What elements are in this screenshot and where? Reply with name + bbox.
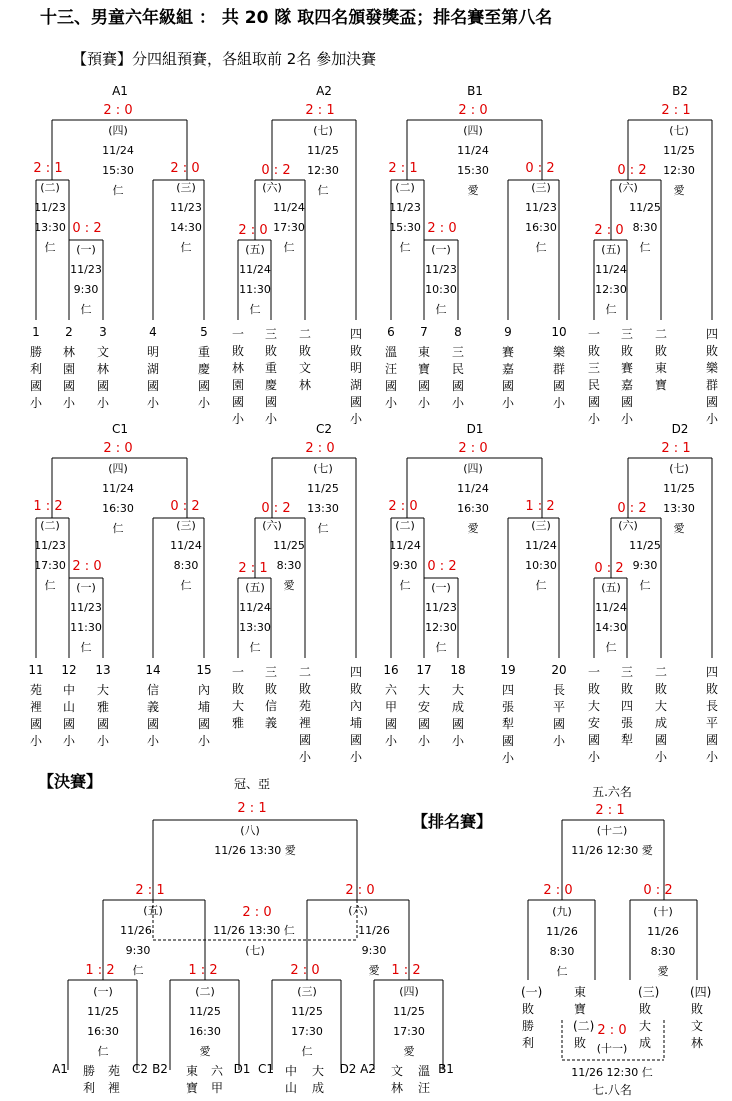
game-info: (六) <box>618 519 638 532</box>
game-info: (十一) <box>596 1042 628 1055</box>
team-number: 13 <box>95 663 111 677</box>
game-info: (三) <box>176 181 196 194</box>
match-score: 2 : 0 <box>597 1023 627 1038</box>
match-score: 2 : 0 <box>345 883 375 898</box>
game-info: (四) <box>108 124 128 137</box>
game-info: 12:30 <box>663 164 695 177</box>
team-name: (四)敗文林 <box>690 985 712 1050</box>
match-score: 2 : 0 <box>594 223 624 238</box>
team-name: 一敗大雅 <box>231 665 244 730</box>
game-info: (二) <box>195 985 215 998</box>
game-info: (五) <box>601 243 621 256</box>
game-info: (六) <box>618 181 638 194</box>
team-name: 苑裡 <box>107 1064 120 1095</box>
seed-label: C1 <box>257 1062 275 1076</box>
team-name: (一)敗勝利 <box>521 985 543 1050</box>
group-label: C1 <box>111 422 129 436</box>
match-score: 1 : 2 <box>33 499 63 514</box>
team-name: 信義國小 <box>146 683 159 748</box>
match-score: 0 : 2 <box>72 221 102 236</box>
group-label: B2 <box>672 84 688 98</box>
game-info: 11/23 <box>170 201 202 214</box>
game-info: 11/25 <box>663 144 695 157</box>
page-title: 十三、男童六年級組 ： 共 20 隊 取四名頒發獎盃；排名賽至第八名 <box>40 8 553 28</box>
game-info: (三) <box>176 519 196 532</box>
game-info: 11/24 <box>102 482 134 495</box>
game-info: 愛 <box>199 1045 211 1058</box>
team-name: 大雅國小 <box>96 683 109 748</box>
game-info: 仁 <box>535 579 547 592</box>
seed-label: A2 <box>360 1062 376 1076</box>
team-name: 內埔國小 <box>197 683 210 748</box>
game-info: 15:30 <box>389 221 421 234</box>
game-info: 11/24 <box>389 539 421 552</box>
match-score: 2 : 0 <box>242 905 272 920</box>
game-info: (四) <box>463 462 483 475</box>
seed-label: D2 <box>339 1062 357 1076</box>
match-score: 2 : 1 <box>237 801 267 816</box>
game-info: (五) <box>245 581 265 594</box>
game-info: (四) <box>463 124 483 137</box>
game-info: 9:30 <box>392 559 418 572</box>
match-score: 2 : 0 <box>238 223 268 238</box>
game-info: 仁 <box>112 522 124 535</box>
prelim-heading: 【預賽】分四組預賽，各組取前 2名 參加決賽 <box>72 50 377 68</box>
team-number: 1 <box>32 325 40 339</box>
seed-label: D1 <box>233 1062 251 1076</box>
game-info: 愛 <box>368 964 380 977</box>
game-info: 愛 <box>673 522 685 535</box>
team-name: 一敗林園國小 <box>231 327 244 426</box>
game-info: (七) <box>669 462 689 475</box>
game-info: 9:30 <box>125 944 151 957</box>
game-info: 11/26 <box>647 925 679 938</box>
game-info: 11/24 <box>273 201 305 214</box>
game-info: 11/24 <box>102 144 134 157</box>
game-info: (七) <box>313 462 333 475</box>
game-info: 愛 <box>403 1045 415 1058</box>
team-number: 12 <box>61 663 77 677</box>
game-info: (六) <box>262 181 282 194</box>
game-info: 8:30 <box>549 945 575 958</box>
team-name: 六甲 <box>210 1064 223 1095</box>
team-name: 東寶國小 <box>417 345 430 410</box>
group-label: A2 <box>316 84 332 98</box>
game-info: 14:30 <box>170 221 202 234</box>
group-label: D1 <box>466 422 484 436</box>
game-info: 8:30 <box>276 559 302 572</box>
team-number: 14 <box>145 663 161 677</box>
game-info: (五) <box>245 243 265 256</box>
game-info: (一) <box>76 581 96 594</box>
game-info: (六) <box>348 904 368 917</box>
team-name: 四敗樂群國小 <box>705 327 718 426</box>
game-info: 13:30 <box>663 502 695 515</box>
seed-label: B2 <box>152 1062 168 1076</box>
match-score: 2 : 0 <box>305 441 335 456</box>
seed-label: C2 <box>131 1062 149 1076</box>
game-info: 15:30 <box>457 164 489 177</box>
game-info: 仁 <box>132 964 144 977</box>
game-info: 11/24 <box>239 263 271 276</box>
game-info: 11/24 <box>525 539 557 552</box>
game-info: 仁 <box>317 522 329 535</box>
team-name: 大安國小 <box>417 683 430 748</box>
team-name: 一敗大安國小 <box>587 665 600 764</box>
match-score: 2 : 0 <box>103 441 133 456</box>
match-score: 0 : 2 <box>617 163 647 178</box>
match-score: 2 : 0 <box>170 161 200 176</box>
team-name: 林園國小 <box>62 345 75 410</box>
match-score: 1 : 2 <box>85 963 115 978</box>
game-info: 11/26 12:30 仁 <box>571 1066 653 1079</box>
game-info: 14:30 <box>595 621 627 634</box>
match-score: 2 : 1 <box>238 561 268 576</box>
team-name: 三民國小 <box>451 345 464 410</box>
game-info: 仁 <box>80 303 92 316</box>
game-info: 仁 <box>80 641 92 654</box>
game-info: 11/24 <box>595 601 627 614</box>
ranking-heading: 【排名賽】 <box>412 812 493 831</box>
team-name: 一敗三民國小 <box>587 327 600 426</box>
game-info: 11/23 <box>525 201 557 214</box>
match-score: 0 : 2 <box>643 883 673 898</box>
team-number: 8 <box>454 325 462 339</box>
game-info: 17:30 <box>34 559 66 572</box>
game-info: 愛 <box>467 522 479 535</box>
team-name: 賽嘉國小 <box>501 345 514 410</box>
team-name: 四敗長平國小 <box>705 665 718 764</box>
match-score: 2 : 1 <box>661 103 691 118</box>
final-heading: 【決賽】 <box>38 772 103 791</box>
game-info: 11/25 <box>273 539 305 552</box>
game-info: (二) <box>395 181 415 194</box>
match-score: 1 : 2 <box>391 963 421 978</box>
game-info: 仁 <box>639 241 651 254</box>
game-info: 11/25 <box>307 144 339 157</box>
game-info: 11/25 <box>291 1005 323 1018</box>
team-name: 東寶(二)敗 <box>573 985 595 1050</box>
team-number: 9 <box>504 325 512 339</box>
game-info: 9:30 <box>632 559 658 572</box>
team-name: 溫汪國小 <box>384 345 397 410</box>
match-score: 2 : 0 <box>290 963 320 978</box>
game-info: 16:30 <box>87 1025 119 1038</box>
group-label: C2 <box>315 422 333 436</box>
game-info: (七) <box>245 944 265 957</box>
team-name: 三敗信義 <box>264 665 277 730</box>
team-number: 18 <box>450 663 466 677</box>
game-info: (一) <box>76 243 96 256</box>
match-score: 2 : 0 <box>543 883 573 898</box>
match-score: 2 : 0 <box>103 103 133 118</box>
match-score: 0 : 2 <box>525 161 555 176</box>
game-info: (一) <box>431 243 451 256</box>
team-name: 四張犁國小 <box>501 683 514 765</box>
game-info: (十二) <box>596 824 628 837</box>
game-info: 仁 <box>399 579 411 592</box>
game-info: (五) <box>143 904 163 917</box>
game-info: 11/25 <box>629 539 661 552</box>
game-info: 仁 <box>180 241 192 254</box>
game-info: 仁 <box>556 965 568 978</box>
game-info: 仁 <box>435 303 447 316</box>
game-info: (八) <box>240 824 260 837</box>
game-info: 仁 <box>44 579 56 592</box>
team-name: 二敗苑裡國小 <box>298 665 311 764</box>
game-info: 11/23 <box>389 201 421 214</box>
game-info: (七) <box>669 124 689 137</box>
game-info: 16:30 <box>457 502 489 515</box>
game-info: (四) <box>399 985 419 998</box>
match-score: 0 : 2 <box>170 499 200 514</box>
game-info: 11/23 <box>425 601 457 614</box>
game-info: 愛 <box>657 965 669 978</box>
game-info: 11/26 <box>546 925 578 938</box>
game-info: 13:30 <box>34 221 66 234</box>
team-number: 20 <box>551 663 567 677</box>
game-info: 仁 <box>605 303 617 316</box>
match-score: 2 : 0 <box>458 441 488 456</box>
team-number: 11 <box>28 663 44 677</box>
game-info: 仁 <box>283 241 295 254</box>
game-info: 仁 <box>112 184 124 197</box>
game-info: 仁 <box>180 579 192 592</box>
match-score: 0 : 2 <box>427 559 457 574</box>
match-score: 0 : 2 <box>617 501 647 516</box>
game-info: (五) <box>601 581 621 594</box>
game-info: 11/23 <box>34 539 66 552</box>
game-info: (四) <box>108 462 128 475</box>
team-name: 大成國小 <box>451 683 464 748</box>
game-info: 11/24 <box>457 144 489 157</box>
game-info: (三) <box>531 181 551 194</box>
game-info: 10:30 <box>425 283 457 296</box>
group-label: A1 <box>112 84 128 98</box>
game-info: 11/23 <box>425 263 457 276</box>
game-info: 11/23 <box>70 601 102 614</box>
match-score: 2 : 1 <box>33 161 63 176</box>
match-score: 2 : 0 <box>72 559 102 574</box>
match-score: 2 : 0 <box>458 103 488 118</box>
game-info: 仁 <box>249 303 261 316</box>
game-info: 12:30 <box>595 283 627 296</box>
game-info: 仁 <box>301 1045 313 1058</box>
game-info: (二) <box>40 181 60 194</box>
ranking-label: 五.六名 <box>592 785 632 799</box>
team-number: 17 <box>416 663 432 677</box>
game-info: 13:30 <box>307 502 339 515</box>
match-score: 0 : 2 <box>261 501 291 516</box>
game-info: 仁 <box>249 641 261 654</box>
group-label: D2 <box>671 422 689 436</box>
team-name: 中山國小 <box>62 683 75 748</box>
match-score: 2 : 1 <box>595 803 625 818</box>
team-name: (三)敗大成 <box>638 985 660 1050</box>
team-name: 三敗四張犁 <box>620 665 633 747</box>
game-info: 11/26 13:30 仁 <box>213 924 295 937</box>
game-info: 愛 <box>467 184 479 197</box>
team-name: 苑裡國小 <box>29 683 42 748</box>
game-info: (三) <box>297 985 317 998</box>
match-score: 2 : 1 <box>661 441 691 456</box>
team-name: 勝利 <box>82 1064 95 1095</box>
game-info: 11/25 <box>663 482 695 495</box>
game-info: (一) <box>431 581 451 594</box>
game-info: (七) <box>313 124 333 137</box>
team-number: 2 <box>65 325 73 339</box>
match-score: 2 : 1 <box>135 883 165 898</box>
team-name: 二敗大成國小 <box>654 665 667 764</box>
game-info: 11:30 <box>70 621 102 634</box>
game-info: 11/26 <box>120 924 152 937</box>
team-name: 溫汪 <box>417 1064 430 1095</box>
game-info: 16:30 <box>189 1025 221 1038</box>
match-score: 1 : 2 <box>188 963 218 978</box>
team-number: 4 <box>149 325 157 339</box>
team-number: 16 <box>383 663 399 677</box>
game-info: 11/25 <box>189 1005 221 1018</box>
game-info: 11/23 <box>70 263 102 276</box>
game-info: 11/23 <box>34 201 66 214</box>
game-info: 13:30 <box>239 621 271 634</box>
team-name: 東寶 <box>185 1064 198 1095</box>
seed-label: A1 <box>52 1062 68 1076</box>
team-name: 明湖國小 <box>146 345 159 410</box>
team-number: 10 <box>551 325 567 339</box>
match-score: 0 : 2 <box>261 163 291 178</box>
game-info: 仁 <box>317 184 329 197</box>
game-info: 11/24 <box>595 263 627 276</box>
team-number: 7 <box>420 325 428 339</box>
group-label: B1 <box>467 84 483 98</box>
game-info: (十) <box>653 905 673 918</box>
match-score: 1 : 2 <box>525 499 555 514</box>
team-name: 長平國小 <box>552 683 565 748</box>
game-info: 12:30 <box>307 164 339 177</box>
game-info: 9:30 <box>73 283 99 296</box>
seed-label: B1 <box>438 1062 454 1076</box>
game-info: 仁 <box>605 641 617 654</box>
team-name: 四敗內埔國小 <box>349 665 362 764</box>
team-number: 5 <box>200 325 208 339</box>
game-info: 仁 <box>44 241 56 254</box>
team-number: 15 <box>196 663 212 677</box>
game-info: 11/26 <box>358 924 390 937</box>
game-info: 11/26 13:30 愛 <box>214 844 296 857</box>
match-score: 2 : 1 <box>305 103 335 118</box>
game-info: (三) <box>531 519 551 532</box>
game-info: 仁 <box>435 641 447 654</box>
game-info: 11/24 <box>239 601 271 614</box>
team-number: 6 <box>387 325 395 339</box>
ranking-label: 七.八名 <box>592 1083 632 1097</box>
game-info: 9:30 <box>361 944 387 957</box>
game-info: 8:30 <box>632 221 658 234</box>
game-info: (一) <box>93 985 113 998</box>
game-info: (二) <box>395 519 415 532</box>
team-name: 四敗明湖國小 <box>349 327 362 426</box>
match-score: 0 : 2 <box>594 561 624 576</box>
game-info: (九) <box>552 905 572 918</box>
team-name: 三敗重慶國小 <box>264 327 277 426</box>
game-info: 11/26 12:30 愛 <box>571 844 653 857</box>
team-name: 文林國小 <box>96 345 109 410</box>
final-label: 冠、亞 <box>233 777 271 791</box>
game-info: 17:30 <box>273 221 305 234</box>
team-name: 二敗東寶 <box>654 327 667 392</box>
game-info: 8:30 <box>650 945 676 958</box>
game-info: 仁 <box>399 241 411 254</box>
game-info: 仁 <box>535 241 547 254</box>
match-score: 2 : 0 <box>427 221 457 236</box>
game-info: 仁 <box>639 579 651 592</box>
game-info: 11/24 <box>170 539 202 552</box>
game-info: 11/25 <box>393 1005 425 1018</box>
team-number: 3 <box>99 325 107 339</box>
game-info: 11/24 <box>457 482 489 495</box>
game-info: 愛 <box>283 579 295 592</box>
game-info: 17:30 <box>393 1025 425 1038</box>
game-info: 10:30 <box>525 559 557 572</box>
game-info: 17:30 <box>291 1025 323 1038</box>
team-number: 19 <box>500 663 516 677</box>
game-info: 11/25 <box>629 201 661 214</box>
team-name: 重慶國小 <box>197 345 210 410</box>
team-name: 二敗文林 <box>298 327 311 392</box>
team-name: 勝利國小 <box>29 345 42 410</box>
team-name: 樂群國小 <box>552 345 565 410</box>
game-info: 愛 <box>673 184 685 197</box>
game-info: (六) <box>262 519 282 532</box>
game-info: 16:30 <box>102 502 134 515</box>
game-info: 11/25 <box>87 1005 119 1018</box>
team-name: 六甲國小 <box>384 683 397 748</box>
match-score: 2 : 0 <box>388 499 418 514</box>
game-info: 仁 <box>97 1045 109 1058</box>
game-info: 8:30 <box>173 559 199 572</box>
team-name: 中山 <box>284 1064 297 1095</box>
game-info: 16:30 <box>525 221 557 234</box>
game-info: 11:30 <box>239 283 271 296</box>
game-info: 11/25 <box>307 482 339 495</box>
game-info: (二) <box>40 519 60 532</box>
team-name: 大成 <box>311 1064 324 1095</box>
team-name: 文林 <box>390 1064 403 1095</box>
team-name: 三敗賽嘉國小 <box>620 327 633 426</box>
game-info: 12:30 <box>425 621 457 634</box>
game-info: 15:30 <box>102 164 134 177</box>
match-score: 2 : 1 <box>388 161 418 176</box>
